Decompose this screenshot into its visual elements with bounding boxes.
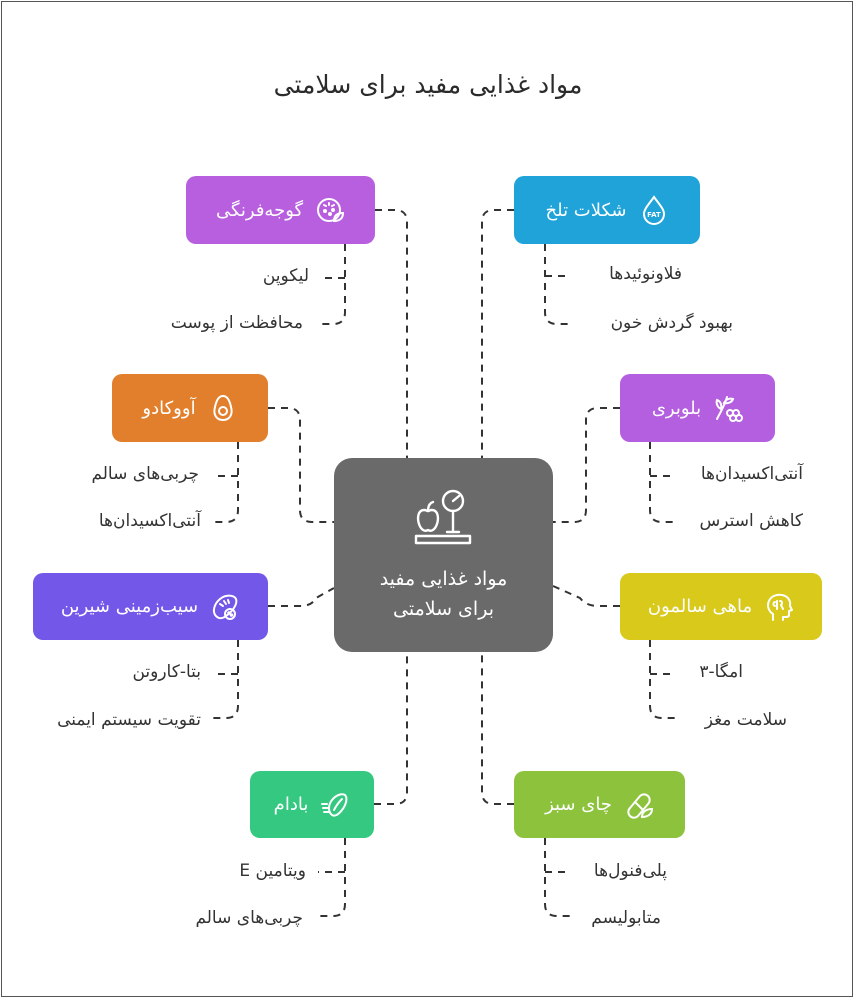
node-label: بادام [273,794,309,815]
node-green-tea [514,771,685,838]
node-salmon [620,573,822,640]
node-avocado [112,374,268,442]
node-label: ماهی سالمون [647,596,753,617]
list-item: چربی‌های سالم [195,908,303,928]
node-dark-chocolate [514,176,700,244]
list-item: سلامت مغز [704,710,787,730]
fat-drop-icon [639,195,669,225]
avocado-icon [208,393,238,423]
svg-text:FAT: FAT [646,211,661,219]
sweet-potato-icon [210,592,240,622]
scale-icon [412,488,474,546]
diagram-title: مواد غذایی مفید برای سلامتی [273,70,583,99]
capsule-leaf-icon [624,790,654,820]
node-label: شکلات تلخ [545,199,627,221]
list-item: لیکوپن [262,266,309,286]
list-item: آنتی‌اکسیدان‌ها [700,464,803,484]
list-item: محافظت از پوست [170,313,303,333]
node-label: گوجه‌فرنگی [215,199,304,221]
list-item: تقویت سیستم ایمنی [57,710,201,730]
list-item: ویتامین E [239,861,306,881]
list-item: آنتی‌اکسیدان‌ها [98,511,201,531]
node-label: چای سبز [545,794,612,815]
list-item: پلی‌فنول‌ها [593,861,667,881]
node-label: آووکادو [142,397,196,419]
list-item: کاهش استرس [699,511,803,531]
node-blueberry [620,374,775,442]
berries-icon [713,393,743,423]
list-item: بتا-کاروتن [132,662,201,682]
list-item: چربی‌های سالم [91,464,199,484]
center-title-line2: برای سلامتی [393,598,494,620]
list-item: متابولیسم [591,908,661,928]
center-title-line1: مواد غذایی مفید [379,568,508,590]
node-sweet-potato [33,573,268,640]
list-item: بهبود گردش خون [610,313,733,333]
node-label: سیب‌زمینی شیرین [60,596,199,617]
list-item: فلاونوئیدها [609,264,682,284]
node-label: بلوبری [651,397,702,419]
node-almond [250,771,374,838]
tomato-icon [315,195,345,225]
node-tomato [186,176,375,244]
list-item: امگا-۳ [699,662,743,682]
center-node [334,458,553,652]
almond-icon [320,790,350,820]
brain-head-icon [764,592,794,622]
